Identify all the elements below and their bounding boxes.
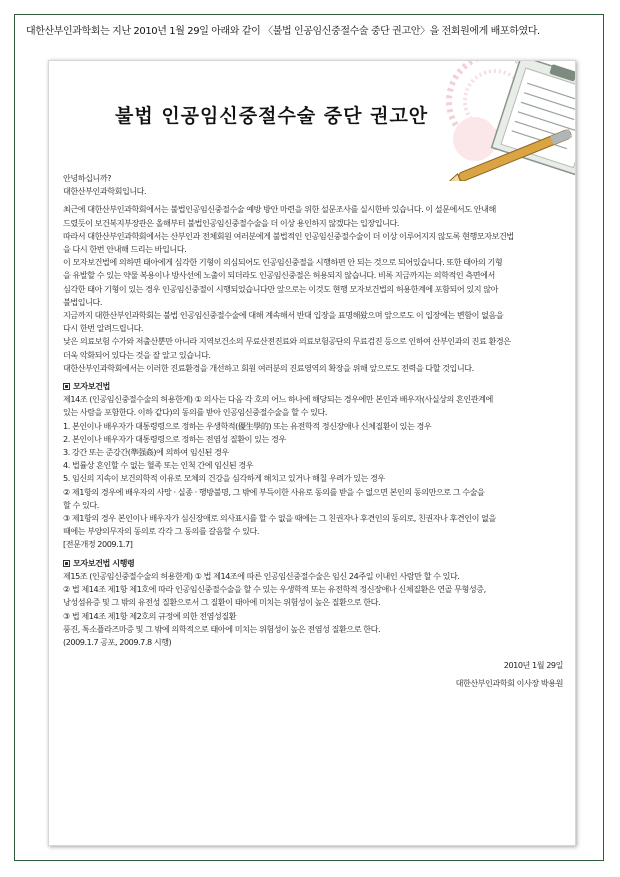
- law-line: 4. 법률상 혼인할 수 없는 혈족 또는 인척 간에 임신된 경우: [63, 460, 254, 471]
- law-line: 5. 임신의 지속이 보건의학적 이유로 모체의 건강을 심각하게 해치고 있거나 해칠 우려가 있는 경우: [63, 473, 385, 484]
- paragraph-line: 을 다시 한번 안내해 드리는 바입니다.: [63, 244, 187, 255]
- document-title: 불법 인공임신중절수술 중단 권고안: [115, 105, 429, 127]
- paragraph-line: 다시 한번 알려드립니다.: [63, 323, 144, 334]
- greeting-line: 안녕하십니까?: [63, 173, 112, 183]
- paragraph-line: 이 모자보건법에 의하면 태아에게 심각한 기형이 의심되어도 인공임신중절을 시행하면 안 되는 것으로 되어있습니다. 또한 태아의 기형: [63, 257, 503, 268]
- law-line: 1. 본인이나 배우자가 대통령령으로 정하는 우생학적(優生學的) 또는 유전학적 정신장애나 신체질환이 있는 경우: [63, 420, 432, 431]
- law-line: ② 제1항의 경우에 배우자의 사망 · 실종 · 행방불명, 그 밖에 부득이한 사유로 동의를 받을 수 없으면 본인의 동의만으로 그 수술을: [63, 486, 485, 497]
- law-line: 할 수 있다.: [63, 499, 99, 510]
- law-line: [전문개정 2009.1.7]: [63, 539, 133, 550]
- law-heading-text: 모자보건법 시행령: [73, 557, 135, 568]
- law-line: ② 법 제14조 제1항 제1호에 따라 인공임신중절수술을 할 수 있는 우생학적 또는 유전학적 정신장애나 신체질환은 연골 무형성증,: [63, 584, 486, 595]
- document-date: 2010년 1월 29일: [503, 660, 563, 671]
- paragraph-line: 대한산부인과학회에서는 이러한 진료환경을 개선하고 회원 여러분의 진료영역의 확장을 위해 앞으로도 전력을 다할 것입니다.: [63, 362, 474, 373]
- law-line: (2009.1.7 공포, 2009.7.8 시행): [63, 636, 172, 647]
- document-body: [63, 172, 563, 691]
- law-line: 때에는 부양의무자의 동의로 각각 그 동의를 갈음할 수 있다.: [63, 526, 259, 537]
- law-line: 3. 강간 또는 준강간(準强姦)에 의하여 임신된 경우: [63, 447, 229, 458]
- paragraph-line: 낮은 의료보험 수가와 저출산뿐만 아니라 지역보건소의 무료산전진료와 의료보험공단의 무료검진 등으로 인하여 산부인과의 진료 환경은: [63, 336, 511, 347]
- law-line: 제15조 (인공임신중절수술의 허용한계) ① 법 제14조에 따른 인공임신중절수술은 임신 24주일 이내인 사람만 할 수 있다.: [63, 570, 460, 581]
- law-heading-text: 모자보건법: [73, 381, 110, 392]
- law-section-heading: [63, 380, 563, 393]
- paragraph-line: 더욱 악화되어 있다는 것을 잘 알고 있습니다.: [63, 349, 211, 360]
- signature-line: 대한산부인과학회 이사장 박용원: [455, 678, 563, 689]
- law-line: 있는 사람을 포함한다. 이하 같다)의 동의를 받아 인공임신중절수술을 할 수 있다.: [63, 407, 327, 418]
- paragraph-line: 드렸듯이 보건복지부장관은 올해부터 불법인공임신중절수술을 더 이상 용인하지 않겠다는 입장입니다.: [63, 217, 399, 228]
- paragraph-line: 따라서 대한산부인과학회에서는 산부인과 전체회원 여러분에게 불법적인 인공임신중절수술이 더 이상 이루어지지 않도록 현행모자보건법: [63, 230, 514, 241]
- paragraph-line: 지금까지 대한산부인과학회는 불법 인공임신중절수술에 대해 계속해서 반대 입장을 표명해왔으며 앞으로도 이 입장에는 변함이 없음을: [63, 310, 504, 321]
- law-line: ③ 법 제14조 제1항 제2호의 규정에 의한 전염성질환: [63, 610, 237, 621]
- law-line: 낭성섬유증 및 그 밖의 유전성 질환으로서 그 질환이 태아에 미치는 위험성이 높은 질환으로 한다.: [63, 597, 381, 608]
- greeting-line: 대한산부인과학회입니다.: [63, 186, 147, 197]
- law-line: ③ 제1항의 경우 본인이나 배우자가 심신장애로 의사표시를 할 수 없을 때에는 그 친권자나 후견인의 동의로, 친권자나 후견인이 없을: [63, 513, 496, 524]
- law-line: 2. 본인이나 배우자가 대통령령으로 정하는 전염성 질환이 있는 경우: [63, 433, 286, 444]
- law-line: 풍진, 톡소플라즈마증 및 그 밖에 의학적으로 태아에 미치는 위험성이 높은 전염성 질환으로 한다.: [63, 623, 381, 634]
- square-bullet-icon: [63, 560, 70, 567]
- document-sheet: [48, 60, 576, 846]
- paragraph-line: 불법입니다.: [63, 296, 102, 307]
- paragraph-line: 최근에 대한산부인과학회에서는 불법인공임신중절수술 예방 방안 마련을 위한 설문조사를 실시한바 있습니다. 이 설문에서도 안내해: [63, 204, 496, 215]
- square-bullet-icon: [63, 383, 70, 390]
- paragraph-line: 을 유발할 수 있는 약물 복용이나 방사선에 노출이 되더라도 인공임신중절은 허용되지 않습니다. 비록 지금까지는 의학적인 측면에서: [63, 270, 495, 281]
- law-section-heading: [63, 557, 563, 570]
- law-line: 제14조 (인공임신중절수술의 허용한계) ① 의사는 다음 각 호의 어느 하나에 해당되는 경우에만 본인과 배우자(사실상의 혼인관계에: [63, 394, 493, 405]
- paragraph-line: 심각한 태아 기형이 있는 경우 인공임신중절이 시행되었습니다만 앞으로는 이것도 현행 모자보건법의 허용한계에 포함되어 있지 않아: [63, 283, 498, 294]
- intro-text: 대한산부인과학회는 지난 2010년 1월 29일 아래와 같이 〈불법 인공임신중절수술 중단 권고안〉을 전회원에게 배포하였다.: [26, 26, 540, 37]
